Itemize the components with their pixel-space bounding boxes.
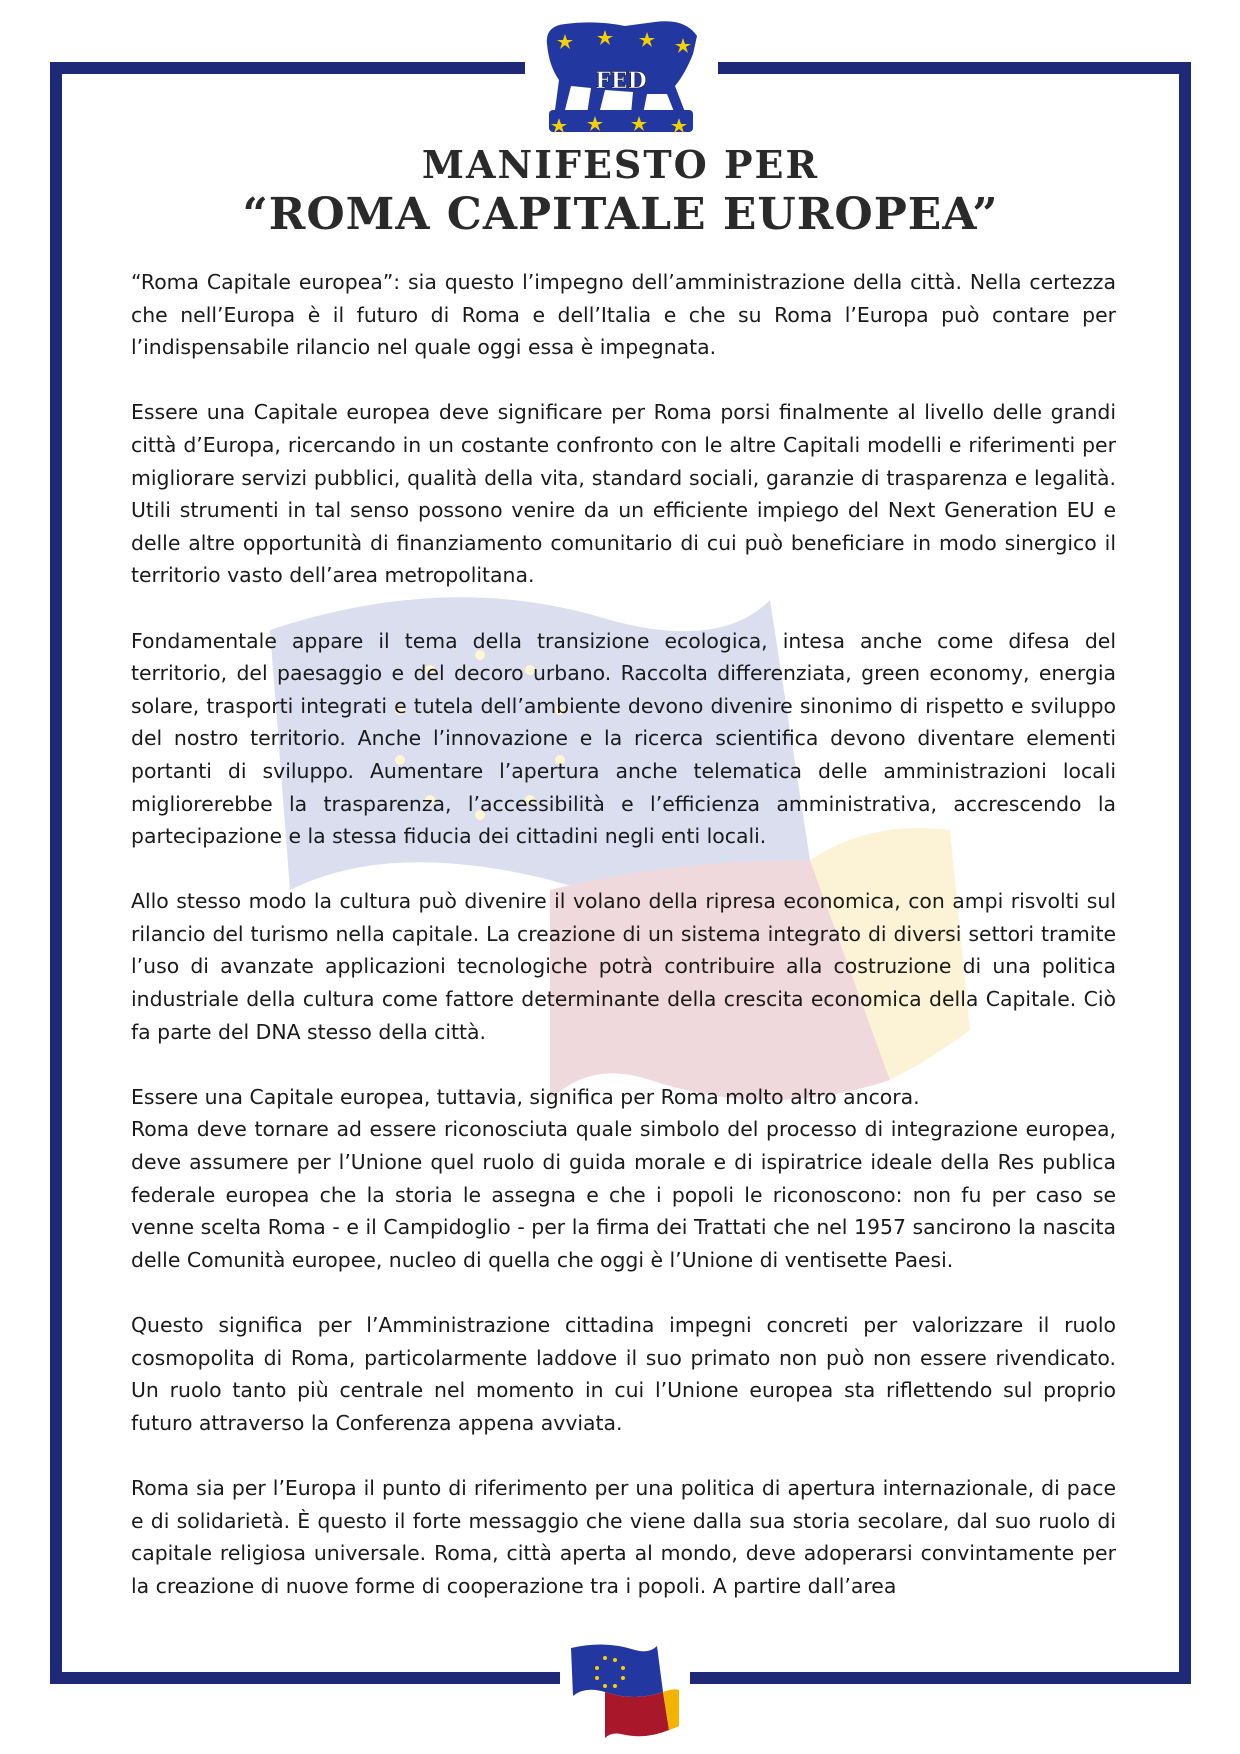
- paragraph: Roma deve tornare ad essere riconosciuta quale simbolo del processo di integrazione europea, deve assumere per l’Unione quel ruolo di guida morale e di ispiratrice ideale della Res publica federale europea che la storia le assegna e che i popoli le riconoscono: non fu per caso se venne scelta Roma - e il Campidoglio - per la firma dei Trattati che nel 1957 sancirono la nascita delle Comunità europee, nucleo di quella che oggi è l’Unione di ventisette Paesi.: [131, 1117, 1116, 1272]
- manifesto-body: [131, 266, 1116, 1602]
- capitoline-wolf-eu-flag-icon: [535, 14, 707, 142]
- paragraph: Questo significa per l’Amministrazione cittadina impegni concreti per valorizzare il ruolo cosmopolita di Roma, particolarmente laddove il suo primato non può non essere rivendicato. Un ruolo tanto più centrale nel momento in cui l’Unione europea sta riflettendo sul proprio futuro attraverso la Conferenza appena avviata.: [131, 1313, 1116, 1435]
- paragraph: Allo stesso modo la cultura può divenire il volano della ripresa economica, con ampi risvolti sul rilancio del turismo nella capitale. La creazione di un sistema integrato di diversi settori tramite l’uso di avanzate applicazioni tecnologiche potrà contribuire alla costruzione di una politica industriale della cultura come fattore determinante della crescita economica della Capitale. Ciò fa parte del DNA stesso della città.: [131, 889, 1116, 1044]
- page-title: [62, 142, 1179, 242]
- frame-top-right: [718, 62, 1191, 74]
- frame-bottom-right: [690, 1672, 1191, 1684]
- paragraph: Essere una Capitale europea, tuttavia, significa per Roma molto altro ancora.: [131, 1084, 920, 1109]
- paragraph: Roma sia per l’Europa il punto di riferimento per una politica di apertura internazionale, di pace e di solidarietà. È questo il forte messaggio che viene dalla sua storia secolare, dal suo ruolo di capitale religiosa universale. Roma, città aperta al mondo, deve adoperarsi convintamente per la creazione di nuove forme di cooperazione tra i popoli. A partire dall’area: [131, 1475, 1116, 1598]
- paragraph: Fondamentale appare il tema della transizione ecologica, intesa anche come difesa del territorio, del paesaggio e del decoro urbano. Raccolta differenziata, green economy, energia solare, trasporti integrati e tutela dell’ambiente devono divenire sinonimo di rispetto e sviluppo del nostro territorio. Anche l’innovazione e la ricerca scientifica devono diventare elementi portanti di sviluppo. Aumentare l’apertura anche telematica delle amministrazioni locali migliorerebbe la trasparenza, l’accessibilità e l’efficienza amministrativa, accrescendo la partecipazione e la stessa fiducia dei cittadini negli enti locali.: [131, 628, 1116, 849]
- frame-left: [50, 62, 62, 1684]
- fed-logo-text: FED: [595, 68, 647, 94]
- frame-bottom-left: [50, 1672, 560, 1684]
- paragraph: “Roma Capitale europea”: sia questo l’impegno dell’amministrazione della città. Nella certezza che nell’Europa è il futuro di Roma e dell’Italia e che su Roma l’Europa può contare per l’indispensabile rilancio nel quale oggi essa è impegnata.: [131, 270, 1116, 360]
- title-line-2: “ROMA CAPITALE EUROPEA”: [242, 189, 999, 240]
- frame-top-left: [50, 62, 525, 74]
- frame-right: [1179, 62, 1191, 1684]
- title-line-1: MANIFESTO PER: [421, 142, 820, 187]
- eu-rome-flags-icon: [565, 1640, 681, 1742]
- paragraph: Essere una Capitale europea deve significare per Roma porsi finalmente al livello delle grandi città d’Europa, ricercando in un costante confronto con le altre Capitali modelli e riferimenti per migliorare servizi pubblici, qualità della vita, standard sociali, garanzie di trasparenza e legalità. Utili strumenti in tal senso possono venire da un efficiente impiego del Next Generation EU e delle altre opportunità di finanziamento comunitario di cui può beneficiare in modo sinergico il territorio vasto dell’area metropolitana.: [131, 400, 1116, 588]
